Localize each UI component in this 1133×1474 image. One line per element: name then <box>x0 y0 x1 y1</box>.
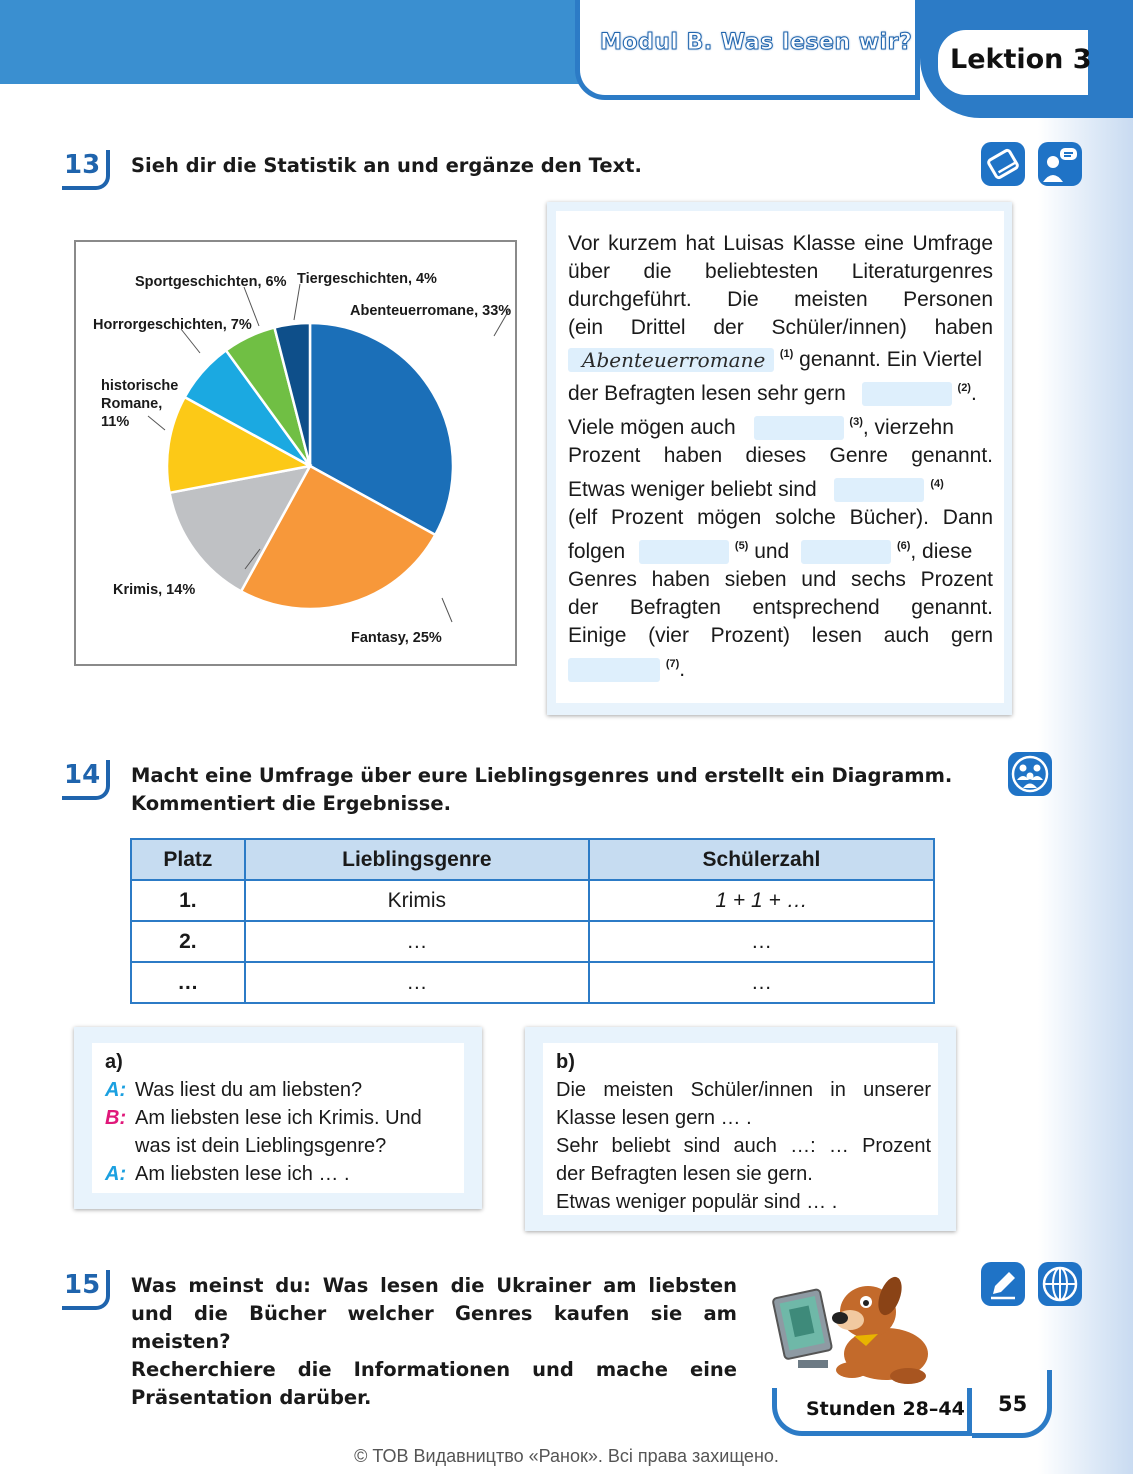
text-fragment: Etwas weniger beliebt sind <box>568 478 817 501</box>
table-cell: … <box>131 962 245 1003</box>
page-number: 55 <box>998 1392 1028 1416</box>
exercise-13-number: 13 <box>64 150 101 180</box>
table-row <box>131 921 934 962</box>
chart-label-abenteuerromane: Abenteuerromane, 33% <box>350 303 512 319</box>
chart-label-historische-romane-1: historische <box>101 378 179 394</box>
table-cell: … <box>245 962 589 1003</box>
text-line <box>568 540 993 564</box>
text-line: der Befragten lesen sehr gern $^{(2)}$. <box>568 382 977 405</box>
box-b-label: b) <box>556 1051 575 1073</box>
gap-mark: (2) <box>957 382 971 394</box>
table-cell: … <box>589 921 934 962</box>
chart-label-horrorgeschichten: Horrorgeschichten, 7% <box>93 317 252 333</box>
text-fragment: , vierzehn <box>862 416 954 439</box>
chart-label-historische-romane-3: 11% <box>101 414 130 430</box>
text-fragment: genannt. Ein Viertel <box>799 348 983 371</box>
text-fragment: und <box>754 540 790 563</box>
gap-mark: (4) <box>930 478 944 490</box>
table-header-row <box>131 839 934 880</box>
text-line <box>568 416 993 440</box>
side-gradient-strip <box>1038 0 1133 1474</box>
phrase-line: Sehr beliebt sind auch …: … Prozent <box>556 1135 931 1157</box>
table-row <box>131 880 934 921</box>
table-cell: 2. <box>131 921 245 962</box>
chart-label-historische-romane-2: Romane, <box>101 396 163 412</box>
phrase-line: Die meisten Schüler/innen in unserer <box>556 1079 931 1101</box>
instruction-line: Präsentation darüber. <box>131 1386 372 1409</box>
header-bar <box>0 0 600 84</box>
column-header-platz: Platz <box>131 839 245 880</box>
exercise-14-number: 14 <box>64 760 101 790</box>
text-line: (elf Prozent mögen solche Bücher). Dann <box>568 506 993 529</box>
text-line <box>568 478 993 502</box>
survey-table <box>130 838 935 1004</box>
phrase-line: der Befragten lesen sie gern. <box>556 1163 813 1185</box>
modul-title: Modul B. Was lesen wir? <box>600 30 913 55</box>
chart-label-krimis: Krimis, 14% <box>113 582 196 598</box>
table-cell: 1. <box>131 880 245 921</box>
phrase-line: Klasse lesen gern … . <box>556 1107 752 1129</box>
phrase-line: Etwas weniger populär sind … . <box>556 1191 838 1213</box>
answer-1-value: Abenteuerromane <box>582 348 766 373</box>
dialogue-text: was ist dein Lieblingsgenre? <box>135 1135 387 1157</box>
text-line <box>568 348 993 372</box>
dialogue-a-text <box>105 1048 422 1188</box>
dialogue-text: Am liebsten lese ich Krimis. Und <box>135 1107 422 1129</box>
answer-3-field[interactable] <box>754 416 844 440</box>
dialogue-text: Was liest du am liebsten? <box>135 1079 363 1101</box>
text-line: Einige (vier Prozent) lesen auch gern <box>568 624 993 647</box>
table-cell: … <box>245 921 589 962</box>
globe-icon <box>1038 1262 1082 1306</box>
dialogue-text: Am liebsten lese ich … . <box>135 1163 350 1185</box>
text-line: Prozent haben dieses Genre genannt. <box>568 444 993 467</box>
dialogue-line <box>105 1076 422 1104</box>
gap-mark: (6) <box>896 540 911 552</box>
text-fragment: folgen <box>568 540 626 563</box>
instruction-line: Recherchiere die Informationen und mache eine <box>131 1358 737 1381</box>
exercise-14-instruction-1: Macht eine Umfrage über eure Lieblingsgenres und erstellt ein Diagramm. <box>131 764 953 787</box>
gap-mark: (7) <box>665 658 680 670</box>
group-icon <box>1008 752 1052 796</box>
gap-mark: (3) <box>849 416 863 428</box>
gap-mark: (5) <box>734 540 749 552</box>
text-line: Vor kurzem hat Luisas Klasse eine Umfrage <box>568 232 993 255</box>
text-line: über die beliebtesten Literaturgenres <box>568 260 993 283</box>
column-header-lieblingsgenre: Lieblingsgenre <box>245 839 589 880</box>
table-row <box>131 962 934 1003</box>
dialogue-line <box>105 1104 422 1132</box>
book-icon <box>981 142 1025 186</box>
text-line: Genres haben sieben und sechs Prozent <box>568 568 993 591</box>
speaker-b: B: <box>105 1107 127 1129</box>
answer-4-field[interactable] <box>834 478 924 502</box>
chart-label-tiergeschichten: Tiergeschichten, 4% <box>297 271 437 287</box>
answer-5-field[interactable] <box>639 540 729 564</box>
dialogue-b-text <box>556 1048 931 1216</box>
lektion-title: Lektion 3 <box>950 44 1092 75</box>
answer-7-field[interactable] <box>568 658 660 682</box>
dog-with-computer-illustration <box>768 1262 938 1387</box>
box-a-label: a) <box>105 1051 123 1073</box>
column-header-schuelerzahl: Schülerzahl <box>589 839 934 880</box>
table-cell: 1 + 1 + … <box>589 880 934 921</box>
instruction-line: und die Bücher welcher Genres kaufen sie am meisten? <box>131 1302 737 1353</box>
exercise-15-number: 15 <box>64 1270 101 1300</box>
speaker-a: A: <box>105 1079 127 1101</box>
chart-label-fantasy: Fantasy, 25% <box>351 630 442 646</box>
dialogue-line <box>105 1160 422 1188</box>
text-fragment: Viele mögen auch <box>568 416 736 439</box>
pencil-icon <box>981 1262 1025 1306</box>
pie-chart <box>74 240 517 666</box>
answer-1-field[interactable] <box>568 348 774 372</box>
speaker-a: A: <box>105 1163 127 1185</box>
text-line: $^{(7)}$. <box>568 658 993 682</box>
speaking-person-icon <box>1038 142 1082 186</box>
exercise-15-instruction <box>131 1272 737 1412</box>
instruction-line: Was meinst du: Was lesen die Ukrainer am liebsten <box>131 1274 737 1297</box>
text-fragment: der Befragten lesen sehr gern <box>568 382 846 405</box>
table-cell: … <box>589 962 934 1003</box>
chart-label-sportgeschichten: Sportgeschichten, 6% <box>135 274 287 290</box>
exercise-13-instruction: Sieh dir die Statistik an und ergänze den Text. <box>131 154 642 177</box>
stunden-label: Stunden 28–44 <box>806 1398 965 1420</box>
text-fragment: , diese <box>910 540 973 563</box>
gap-mark: (1) <box>779 348 794 360</box>
dialogue-line <box>105 1132 422 1160</box>
exercise-14-instruction-2: Kommentiert die Ergebnisse. <box>131 792 452 815</box>
table-cell: Krimis <box>245 880 589 921</box>
answer-6-field[interactable] <box>801 540 891 564</box>
text-line: (ein Drittel der Schüler/innen) haben <box>568 316 993 339</box>
answer-2-field[interactable] <box>862 382 952 406</box>
text-line: der Befragten entsprechend genannt. <box>568 596 993 619</box>
copyright-notice: © ТОВ Видавництво «Ранок». Всі права захищено. <box>354 1446 779 1466</box>
text-line: durchgeführt. Die meisten Personen <box>568 288 993 311</box>
